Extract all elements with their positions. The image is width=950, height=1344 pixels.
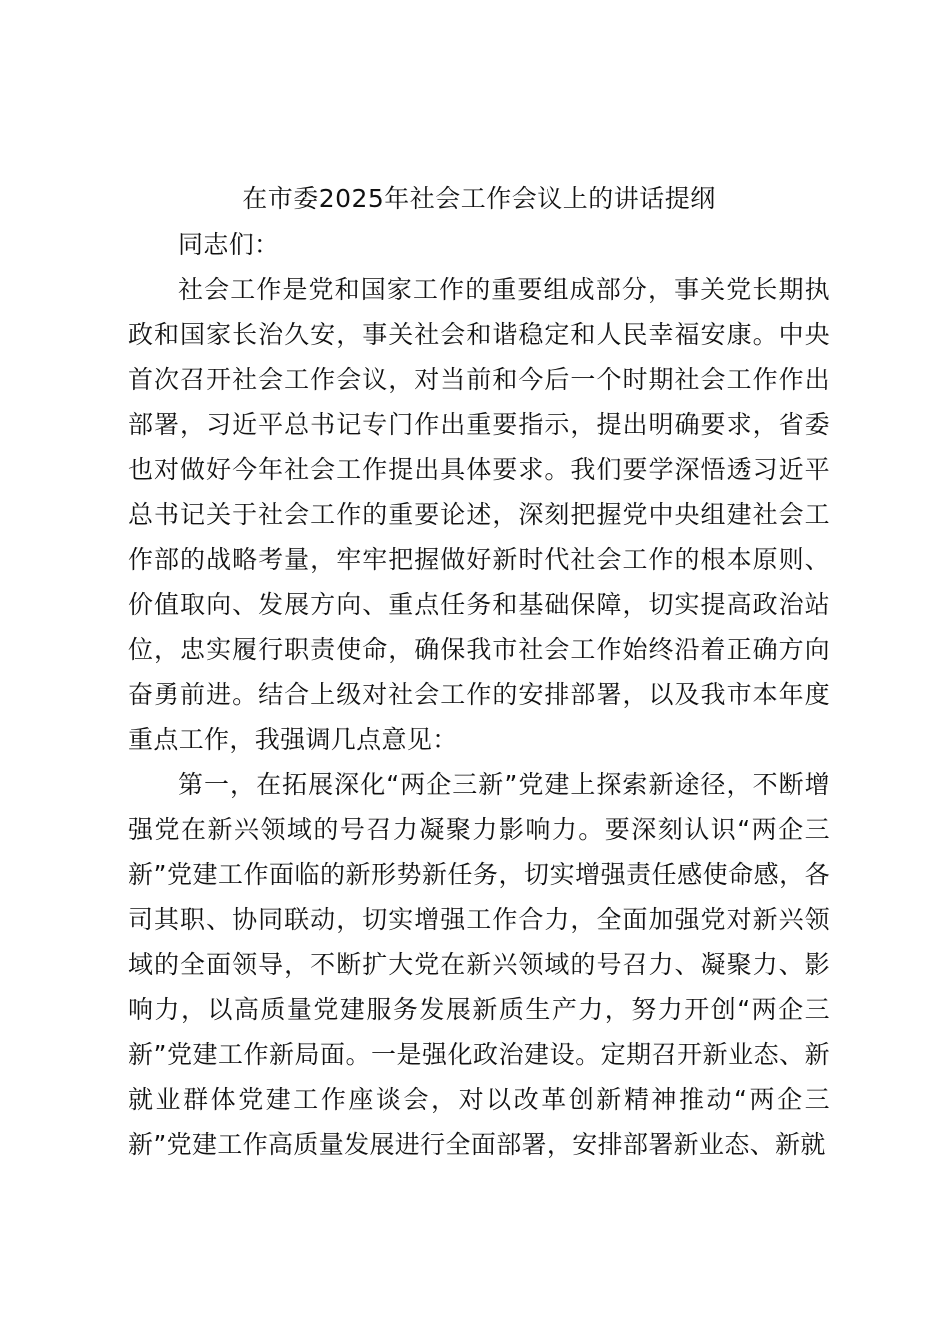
paragraph-point-one: 第一，在拓展深化“两企三新”党建上探索新途径，不断增强党在新兴领域的号召力凝聚力影响力。要深刻认识“两企三新”党建工作面临的新形势新任务，切实增强责任感使命感，各司其职、协同联动，切实增强工作合力，全面加强党对新兴领域的全面领导，不断扩大党在新兴领域的号召力、凝聚力、影响力，以高质量党建服务发展新质生产力，努力开创“两企三新”党建工作新局面。一是强化政治建设。定期召开新业态、新就业群体党建工作座谈会，对以改革创新精神推动“两企三新”党建工作高质量发展进行全面部署，安排部署新业态、新就 xyxy=(128,770,830,1159)
salutation: 同志们： xyxy=(178,230,280,259)
document-body xyxy=(128,222,830,1167)
paragraph-intro: 社会工作是党和国家工作的重要组成部分，事关党长期执政和国家长治久安，事关社会和谐稳定和人民幸福安康。中央首次召开社会工作会议，对当前和今后一个时期社会工作作出部署，习近平总书记专门作出重要指示，提出明确要求，省委也对做好今年社会工作提出具体要求。我们要学深悟透习近平总书记关于社会工作的重要论述，深刻把握党中央组建社会工作部的战略考量，牢牢把握做好新时代社会工作的根本原则、价值取向、发展方向、重点任务和基础保障，切实提高政治站位，忠实履行职责使命，确保我市社会工作始终沿着正确方向奋勇前进。结合上级对社会工作的安排部署，以及我市本年度重点工作，我强调几点意见： xyxy=(128,275,830,754)
document-title: 在市委2025年社会工作会议上的讲话提纲 xyxy=(242,184,716,213)
